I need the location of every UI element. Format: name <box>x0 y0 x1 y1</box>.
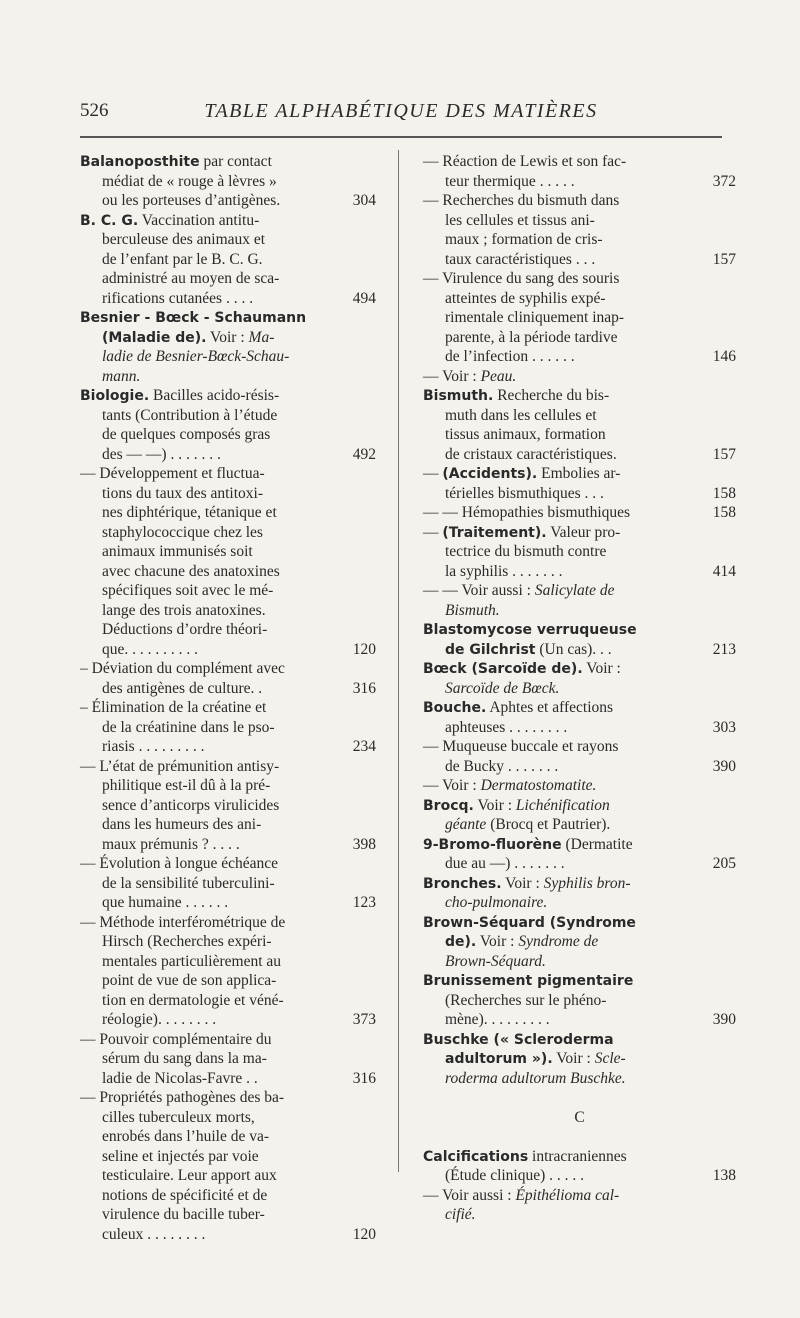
index-line <box>423 289 736 309</box>
entry-heading: adultorum »). <box>445 1051 553 1067</box>
page-ref: 157 <box>712 445 736 463</box>
entry-heading: Blastomycose verruqueuse <box>423 622 637 638</box>
entry-text: maux prémunis ? . . . . <box>102 835 240 853</box>
entry-text: tion en dermatologie et véné- <box>102 991 284 1009</box>
entry-text: — Voir aussi : <box>423 1186 516 1204</box>
entry-text: — Recherches du bismuth dans <box>423 192 620 209</box>
page-ref: 158 <box>712 484 736 502</box>
index-line <box>80 757 376 777</box>
entry-heading: (Accidents). <box>442 466 538 482</box>
entry-text: (Étude clinique) . . . . . <box>445 1167 585 1184</box>
entry-text: Recherche du bis- <box>493 387 610 404</box>
entry-text: Déductions d’ordre théori- <box>102 621 268 638</box>
index-line <box>80 776 376 796</box>
index-line <box>80 971 376 991</box>
index-line <box>80 289 376 309</box>
index-line <box>423 503 736 523</box>
entry-text: — Méthode interférométrique de <box>80 913 286 931</box>
index-line <box>80 503 376 523</box>
index-line <box>80 211 376 231</box>
index-line <box>80 835 376 855</box>
index-line <box>423 347 736 367</box>
entry-text: animaux immunisés soit <box>102 543 253 560</box>
page-ref: 316 <box>352 679 376 697</box>
cross-reference: Lichénification <box>515 796 610 814</box>
cross-reference: Brown-Séquard. <box>445 952 546 970</box>
entry-text: ou les porteuses d’antigènes. <box>102 192 281 209</box>
entry-text: staphylococcique chez les <box>102 523 263 541</box>
index-line <box>423 172 736 192</box>
entry-text: (Un cas). . . <box>535 640 612 658</box>
cross-reference: cho-pulmonaire. <box>445 894 548 911</box>
index-line <box>80 152 376 172</box>
index-line <box>423 250 736 270</box>
index-line <box>80 991 376 1011</box>
entry-heading: Bismuth. <box>423 388 494 404</box>
index-line <box>423 484 736 504</box>
index-line <box>423 1147 736 1167</box>
entry-heading: de Gilchrist <box>445 641 536 658</box>
index-line <box>80 659 376 679</box>
entry-text: — Muqueuse buccale et rayons <box>423 738 619 755</box>
entry-heading: Buschke (« Scleroderma <box>423 1031 614 1048</box>
entry-text: intracraniennes <box>528 1147 627 1165</box>
index-line <box>80 386 376 406</box>
entry-text: taux caractéristiques . . . <box>445 250 596 268</box>
entry-text: — <box>423 465 443 482</box>
right-column <box>423 152 736 1225</box>
index-line <box>423 679 736 699</box>
page-ref: 146 <box>712 348 736 365</box>
index-line <box>80 640 376 660</box>
entry-text: — Réaction de Lewis et son fac- <box>423 153 627 170</box>
entry-text: la syphilis . . . . . . . <box>445 562 563 580</box>
entry-text: (Recherches sur le phéno- <box>445 991 607 1009</box>
entry-text: muth dans les cellules et <box>445 406 597 424</box>
entry-text: Voir : <box>206 328 249 346</box>
page-ref: 373 <box>352 1011 376 1028</box>
index-line <box>423 1205 736 1225</box>
entry-heading: Calcifications <box>423 1148 529 1165</box>
entry-text: — Voir : <box>423 777 481 794</box>
entry-text: culeux . . . . . . . . <box>102 1225 206 1243</box>
index-line <box>80 1069 376 1089</box>
page-ref: 303 <box>712 718 736 736</box>
index-line <box>423 542 736 562</box>
entry-text: rimentale cliniquement inap- <box>445 309 625 326</box>
entry-text: testiculaire. Leur apport aux <box>102 1167 277 1184</box>
index-line <box>80 172 376 192</box>
index-line <box>423 952 736 972</box>
index-line <box>80 874 376 894</box>
index-line <box>423 854 736 874</box>
entry-text: Bacilles acido-résis- <box>149 387 280 404</box>
cross-reference: Syphilis bron- <box>543 874 631 892</box>
index-line <box>80 269 376 289</box>
running-title: TABLE ALPHABÉTIQUE DES MATIÈRES <box>204 100 598 122</box>
index-line <box>80 1225 376 1245</box>
index-line <box>423 464 736 484</box>
cross-reference: Syndrome de <box>518 933 599 950</box>
entry-text: Voir : <box>473 796 516 814</box>
entry-text: tants (Contribution à l’étude <box>102 406 278 424</box>
index-line <box>423 698 736 718</box>
index-line <box>423 1186 736 1206</box>
entry-text: que humaine . . . . . . <box>102 894 229 911</box>
index-line <box>423 815 736 835</box>
cross-reference: Bismuth. <box>445 601 500 619</box>
index-line <box>423 523 736 543</box>
index-line <box>80 620 376 640</box>
page-ref: 414 <box>712 562 736 580</box>
index-line <box>80 1049 376 1069</box>
entry-heading: B. C. G. <box>80 212 139 229</box>
index-line <box>80 796 376 816</box>
index-line <box>80 718 376 738</box>
entry-text: — Virulence du sang des souris <box>423 270 620 287</box>
index-line <box>80 1186 376 1206</box>
entry-text: Voir : <box>476 933 519 950</box>
entry-text: Voir : <box>582 660 621 677</box>
index-line <box>80 1108 376 1128</box>
entry-text: — <box>423 523 443 541</box>
index-line <box>423 230 736 250</box>
entry-text: berculeuse des animaux et <box>102 231 266 248</box>
index-line <box>423 640 736 660</box>
entry-text: aphteuses . . . . . . . . <box>445 718 568 736</box>
entry-text: médiat de « rouge à lèvres » <box>102 172 277 190</box>
index-line <box>80 932 376 952</box>
entry-text: administré au moyen de sca- <box>102 270 280 287</box>
index-line <box>80 328 376 348</box>
entry-text: ladie de Nicolas-Favre . . <box>102 1069 258 1087</box>
page-ref: 372 <box>712 172 736 190</box>
page-ref: 390 <box>712 1011 736 1028</box>
entry-text: de l’infection . . . . . . <box>445 348 575 365</box>
index-line <box>80 913 376 933</box>
index-line <box>80 698 376 718</box>
entry-text: — Voir : <box>423 367 481 385</box>
index-line <box>80 523 376 543</box>
entry-text: de la créatinine dans le pso- <box>102 718 275 736</box>
entry-heading: 9-Bromo-fluorène <box>423 836 562 853</box>
entry-text: — L’état de prémunition antisy- <box>80 757 280 775</box>
index-line <box>423 1049 736 1069</box>
entry-text: dans les humeurs des ani- <box>102 816 262 833</box>
entry-heading: (Traitement). <box>442 524 547 541</box>
entry-text: que. . . . . . . . . . <box>102 640 199 658</box>
entry-text: virulence du bacille tuber- <box>102 1206 265 1223</box>
entry-text: sérum du sang dans la ma- <box>102 1050 267 1067</box>
index-line <box>423 1166 736 1186</box>
index-line <box>80 425 376 445</box>
index-line <box>80 191 376 211</box>
cross-reference: géante <box>445 816 487 833</box>
entry-heading: Brocq. <box>423 797 474 814</box>
index-line <box>80 815 376 835</box>
entry-text: de la sensibilité tuberculini- <box>102 874 275 892</box>
left-column <box>80 152 376 1244</box>
index-line <box>423 991 736 1011</box>
index-line <box>423 796 736 816</box>
cross-reference: Scle- <box>594 1050 626 1067</box>
entry-text-tail: Embolies ar- <box>537 465 621 482</box>
index-line <box>80 250 376 270</box>
index-line <box>423 386 736 406</box>
entry-heading: Bronches. <box>423 875 502 892</box>
cross-reference: Dermatostomatite. <box>480 777 597 794</box>
entry-text: — Pouvoir complémentaire du <box>80 1030 272 1048</box>
page-ref: 398 <box>352 835 376 853</box>
index-line <box>423 737 736 757</box>
entry-heading: Brown-Séquard (Syndrome <box>423 914 636 931</box>
index-line <box>423 913 736 933</box>
entry-text: Hirsch (Recherches expéri- <box>102 933 272 950</box>
entry-text: maux ; formation de cris- <box>445 231 603 248</box>
entry-text-tail: Valeur pro- <box>546 523 621 541</box>
entry-text: – Élimination de la créatine et <box>80 699 267 716</box>
entry-text: riasis . . . . . . . . . <box>102 738 205 755</box>
index-line <box>423 971 736 991</box>
entry-text: Voir : <box>552 1050 595 1067</box>
entry-heading: Brunissement pigmentaire <box>423 973 634 989</box>
entry-heading: Besnier - Bœck - Schaumann <box>80 310 307 326</box>
entry-text: — — Hémopathies bismuthiques <box>423 504 631 521</box>
index-line <box>423 932 736 952</box>
index-line <box>80 484 376 504</box>
entry-text: lange des trois anatoxines. <box>102 601 266 619</box>
cross-reference: Épithélioma cal- <box>515 1186 620 1204</box>
entry-text: rifications cutanées . . . . <box>102 289 254 307</box>
entry-text: parente, à la période tardive <box>445 328 618 346</box>
index-line <box>80 1010 376 1030</box>
page-ref: 213 <box>712 640 736 658</box>
entry-text: philitique est-il dû à la pré- <box>102 777 271 794</box>
index-line <box>423 445 736 465</box>
index-line <box>80 893 376 913</box>
index-line <box>423 328 736 348</box>
entry-text-tail: (Brocq et Pautrier). <box>486 816 611 833</box>
entry-text: (Dermatite <box>561 835 633 853</box>
page-ref: 157 <box>712 250 736 268</box>
index-line <box>423 562 736 582</box>
entry-heading: Biologie. <box>80 388 150 404</box>
entry-heading: de). <box>445 934 477 950</box>
index-line <box>80 230 376 250</box>
index-line <box>423 581 736 601</box>
page-ref: 205 <box>712 855 736 872</box>
page-number: 526 <box>80 100 109 121</box>
page-ref: 123 <box>352 894 376 911</box>
index-line <box>80 367 376 387</box>
index-line <box>423 406 736 426</box>
page-ref: 120 <box>352 640 376 658</box>
index-line <box>423 659 736 679</box>
entry-text: réologie). . . . . . . . <box>102 1011 217 1028</box>
entry-text: des — —) . . . . . . . <box>102 445 221 463</box>
index-line <box>423 835 736 855</box>
entry-text: enrobés dans l’huile de va- <box>102 1128 269 1145</box>
entry-text: Aphtes et affections <box>486 699 614 716</box>
index-line <box>80 737 376 757</box>
column-divider <box>398 150 399 1172</box>
index-line <box>80 308 376 328</box>
entry-text: — Propriétés pathogènes des ba- <box>80 1089 285 1106</box>
entry-text: point de vue de son applica- <box>102 972 277 989</box>
spacer <box>423 1088 736 1108</box>
index-line <box>423 874 736 894</box>
entry-text: Voir : <box>501 874 544 892</box>
entry-text: tions du taux des antitoxi- <box>102 484 264 502</box>
entry-text: de l’enfant par le B. C. G. <box>102 250 263 268</box>
page-ref: 158 <box>712 504 736 521</box>
entry-text: sence d’anticorps virulicides <box>102 796 280 814</box>
index-line <box>423 152 736 172</box>
cross-reference: roderma adultorum Buschke. <box>445 1069 626 1087</box>
index-line <box>423 367 736 387</box>
entry-heading: Bœck (Sarcoïde de). <box>423 661 583 677</box>
index-line <box>423 1010 736 1030</box>
entry-text: térielles bismuthiques . . . <box>445 484 604 502</box>
entry-heading: Balanoposthite <box>80 154 200 170</box>
cross-reference: cifié. <box>445 1206 476 1223</box>
index-line <box>80 1147 376 1167</box>
index-line <box>423 757 736 777</box>
entry-text: tissus animaux, formation <box>445 426 606 443</box>
index-line <box>80 854 376 874</box>
index-line <box>423 211 736 231</box>
index-line <box>80 1127 376 1147</box>
index-line <box>423 1069 736 1089</box>
entry-text: de quelques composés gras <box>102 426 271 443</box>
entry-text: des antigènes de culture. . <box>102 679 263 697</box>
entry-text: — Évolution à longue échéance <box>80 855 278 872</box>
entry-text: spécifiques soit avec le mé- <box>102 582 274 599</box>
entry-text: nes diphtérique, tétanique et <box>102 504 277 521</box>
index-line <box>423 893 736 913</box>
index-line <box>80 1088 376 1108</box>
index-line <box>80 1205 376 1225</box>
cross-reference: Peau. <box>480 367 517 385</box>
page-ref: 494 <box>352 289 376 307</box>
index-line <box>423 601 736 621</box>
index-line <box>80 679 376 699</box>
entry-text: par contact <box>199 153 272 170</box>
index-line <box>423 620 736 640</box>
index-line <box>80 1166 376 1186</box>
index-line <box>80 952 376 972</box>
page-header <box>80 100 722 130</box>
header-rule <box>80 136 722 138</box>
page-ref: 138 <box>712 1167 736 1184</box>
section-letter: C <box>574 1108 585 1126</box>
cross-reference: Ma- <box>248 328 275 346</box>
entry-text: – Déviation du complément avec <box>80 660 285 677</box>
page-ref: 234 <box>352 738 376 755</box>
entry-text: de cristaux caractéristiques. <box>445 445 617 463</box>
index-line <box>80 542 376 562</box>
entry-text: due au —) . . . . . . . <box>445 855 565 872</box>
index-line <box>423 1030 736 1050</box>
entry-text: notions de spécificité et de <box>102 1186 268 1204</box>
page-ref: 492 <box>352 445 376 463</box>
page-ref: 304 <box>352 192 376 209</box>
index-line <box>423 191 736 211</box>
entry-text: de Bucky . . . . . . . <box>445 757 559 775</box>
entry-text: teur thermique . . . . . <box>445 172 575 190</box>
page-ref: 120 <box>352 1225 376 1243</box>
cross-reference: ladie de Besnier-Bœck-Schau- <box>102 348 290 365</box>
cross-reference: Salicylate de <box>534 582 615 599</box>
index-line <box>423 425 736 445</box>
entry-heading: (Maladie de). <box>102 329 207 346</box>
index-line <box>80 347 376 367</box>
entry-text: — — Voir aussi : <box>423 582 535 599</box>
entry-heading: Bouche. <box>423 700 487 716</box>
index-line <box>80 581 376 601</box>
cross-reference: Sarcoïde de Bœck. <box>445 679 560 697</box>
entry-text: mène). . . . . . . . . <box>445 1011 550 1028</box>
entry-text: Vaccination antitu- <box>138 211 260 229</box>
index-line <box>423 308 736 328</box>
entry-text: atteintes de syphilis expé- <box>445 289 606 307</box>
entry-text: avec chacune des anatoxines <box>102 562 280 580</box>
index-line <box>423 776 736 796</box>
entry-text: cilles tuberculeux morts, <box>102 1108 255 1126</box>
index-line <box>80 445 376 465</box>
index-line <box>80 1030 376 1050</box>
index-line <box>80 406 376 426</box>
entry-text: les cellules et tissus ani- <box>445 211 595 229</box>
cross-reference: mann. <box>102 367 141 385</box>
index-line <box>423 269 736 289</box>
page-ref: 390 <box>712 757 736 775</box>
entry-text: mentales particulièrement au <box>102 952 282 970</box>
entry-text: — Développement et fluctua- <box>80 465 265 482</box>
index-line <box>80 601 376 621</box>
page-ref: 316 <box>352 1069 376 1087</box>
index-line <box>80 562 376 582</box>
entry-text: seline et injectés par voie <box>102 1147 259 1165</box>
entry-text: tectrice du bismuth contre <box>445 543 607 560</box>
index-line <box>423 718 736 738</box>
spacer <box>423 1127 736 1147</box>
index-line <box>80 464 376 484</box>
